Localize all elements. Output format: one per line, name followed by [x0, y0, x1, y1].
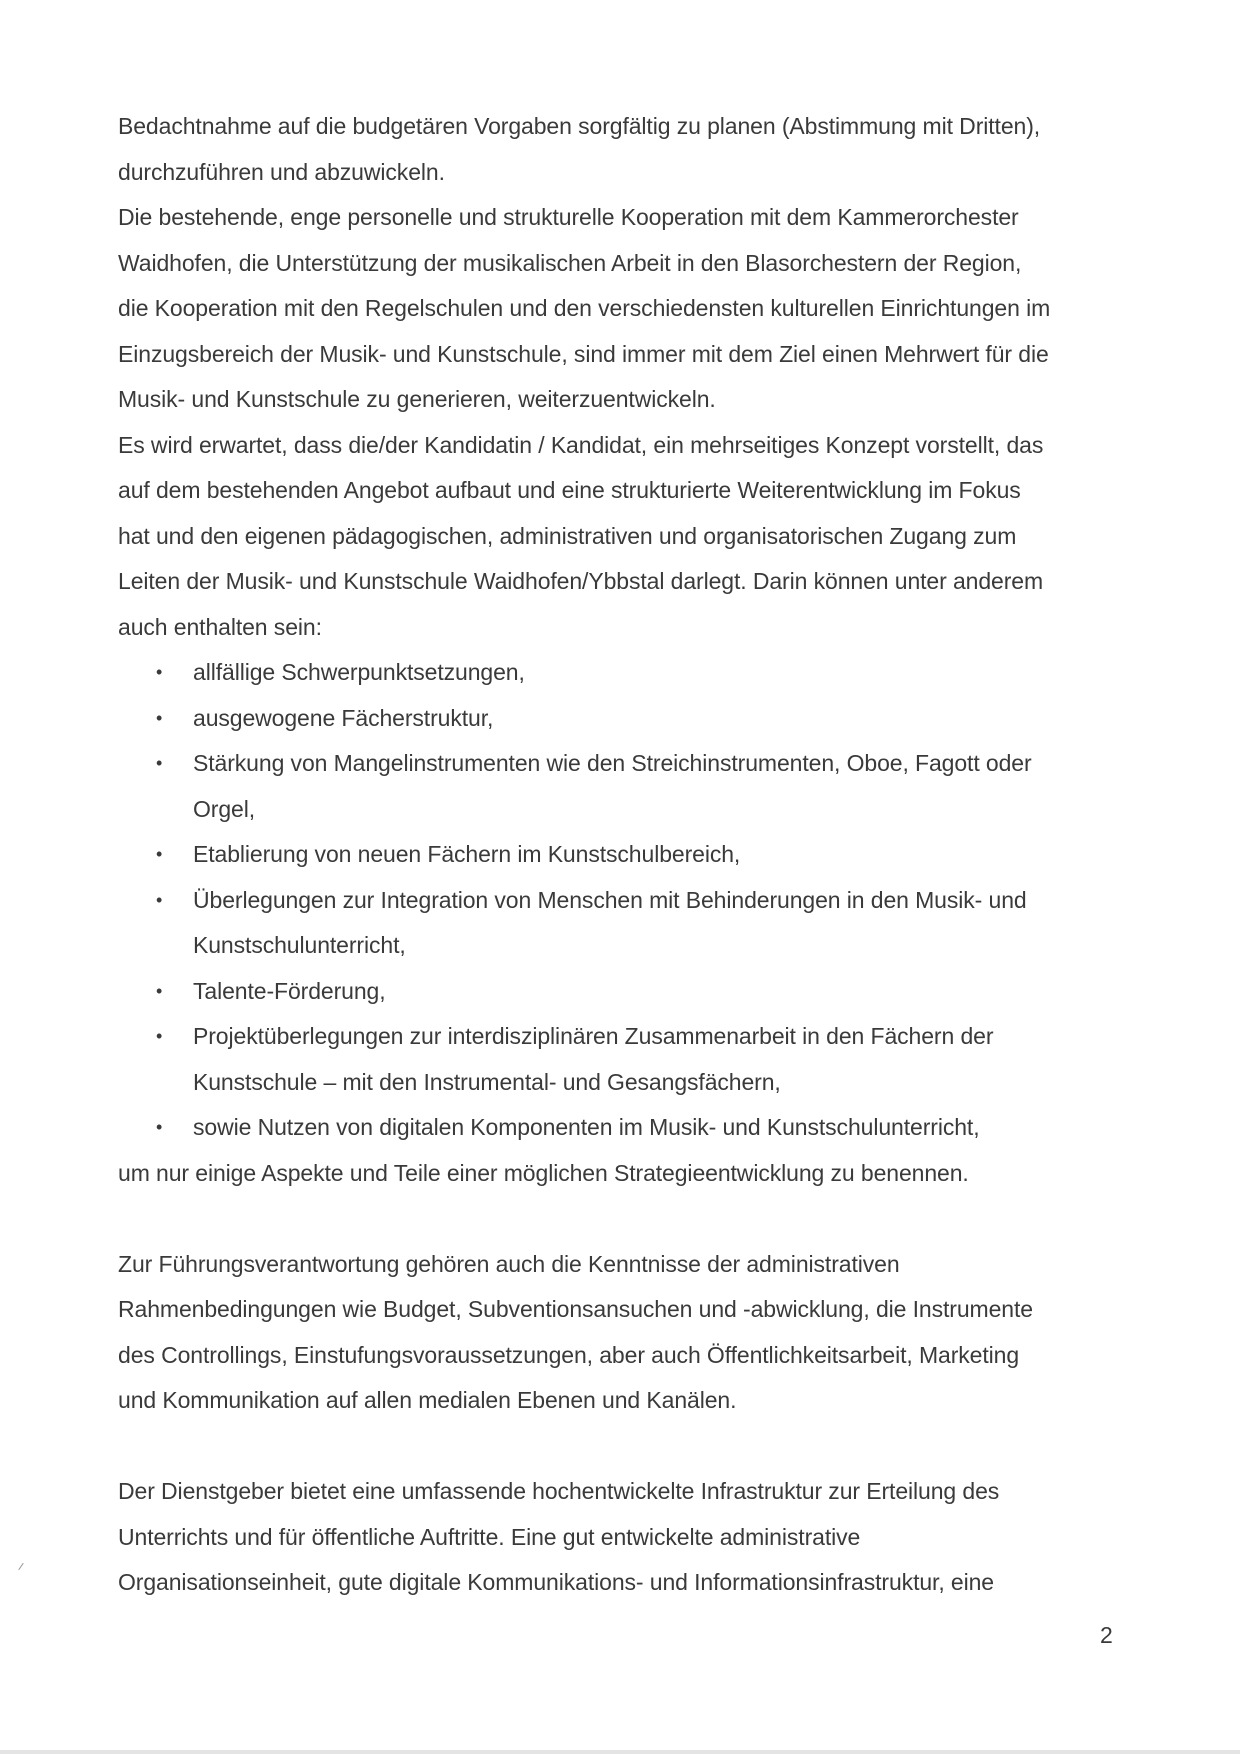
text-line: Organisationseinheit, gute digitale Kommunikations- und Informationsinfrastruktur, eine [118, 1569, 995, 1595]
text-line: Unterrichts und für öffentliche Auftritte. Eine gut entwickelte administrative [118, 1523, 861, 1550]
body-text [118, 104, 1138, 1606]
bullet-icon: • [156, 844, 163, 864]
text-line: Die bestehende, enge personelle und strukturelle Kooperation mit dem Kammerorchester [118, 204, 1019, 230]
bullet-icon: • [156, 1026, 163, 1046]
paragraph-cooperation [118, 195, 1138, 423]
text-line: Einzugsbereich der Musik- und Kunstschule, sind immer mit dem Ziel einen Mehrwert für die [118, 340, 1049, 367]
text-line: Leiten der Musik- und Kunstschule Waidhofen/Ybbstal darlegt. Darin können unter anderem [118, 568, 1044, 594]
text-line: durchzuführen und abzuwickeln. [118, 158, 445, 185]
list-item-text: Projektüberlegungen zur interdisziplinären Zusammenarbeit in den Fächern der [193, 1023, 994, 1049]
list-item [118, 1105, 1138, 1151]
list-item [118, 741, 1138, 832]
paragraph-gap [118, 1424, 1138, 1470]
list-item [118, 696, 1138, 742]
paragraph-summary [118, 1151, 1138, 1197]
text-line: auf dem bestehenden Angebot aufbaut und eine strukturierte Weiterentwicklung im Fokus [118, 477, 1021, 503]
scan-mark [18, 1563, 23, 1570]
list-item-text: Stärkung von Mangelinstrumenten wie den Streichinstrumenten, Oboe, Fagott oder [193, 750, 1032, 776]
list-item-text: ausgewogene Fächerstruktur, [193, 704, 494, 731]
text-line: Musik- und Kunstschule zu generieren, weiterzuentwickeln. [118, 386, 716, 412]
text-line: die Kooperation mit den Regelschulen und den verschiedensten kulturellen Einrichtungen im [118, 295, 1051, 321]
bullet-icon: • [156, 753, 163, 773]
list-item [118, 650, 1138, 696]
list-item-text: sowie Nutzen von digitalen Komponenten im Musik- und Kunstschulunterricht, [193, 1114, 980, 1140]
list-item-text: Kunstschule – mit den Instrumental- und Gesangsfächern, [193, 1068, 781, 1095]
text-line: Waidhofen, die Unterstützung der musikalischen Arbeit in den Blasorchestern der Region, [118, 249, 1022, 276]
bullet-icon: • [156, 707, 163, 728]
text-line: des Controllings, Einstufungsvoraussetzungen, aber auch Öffentlichkeitsarbeit, Marketing [118, 1341, 1020, 1368]
text-line: um nur einige Aspekte und Teile einer möglichen Strategieentwicklung zu benennen. [118, 1159, 969, 1186]
text-line: hat und den eigenen pädagogischen, administrativen und organisatorischen Zugang zum [118, 522, 1017, 549]
bullet-icon: • [156, 1117, 163, 1137]
text-line: Der Dienstgeber bietet eine umfassende hochentwickelte Infrastruktur zur Erteilung des [118, 1478, 1000, 1504]
page-number: 2 [1100, 1622, 1113, 1648]
text-line: Zur Führungsverantwortung gehören auch die Kenntnisse der administrativen [118, 1250, 900, 1277]
bullet-icon: • [156, 889, 163, 910]
paragraph-budget [118, 104, 1138, 195]
list-item-text: Überlegungen zur Integration von Menschen mit Behinderungen in den Musik- und [193, 886, 1027, 913]
paragraph-concept [118, 423, 1138, 651]
list-item [118, 832, 1138, 878]
list-item [118, 1014, 1138, 1105]
list-item-text: Kunstschulunterricht, [193, 932, 406, 958]
text-line: Rahmenbedingungen wie Budget, Subventionsansuchen und -abwicklung, die Instrumente [118, 1296, 1033, 1322]
list-item-text: Etablierung von neuen Fächern im Kunstschulbereich, [193, 841, 741, 867]
bullet-icon: • [156, 662, 163, 682]
bullet-icon: • [156, 980, 163, 1001]
list-item-text: Orgel, [193, 795, 256, 822]
text-line: und Kommunikation auf allen medialen Ebenen und Kanälen. [118, 1387, 737, 1413]
text-line: auch enthalten sein: [118, 613, 322, 640]
list-item [118, 878, 1138, 969]
concept-bullet-list [118, 650, 1138, 1151]
list-item [118, 969, 1138, 1015]
page-bottom-edge [0, 1750, 1240, 1754]
text-line: Bedachtnahme auf die budgetären Vorgaben sorgfältig zu planen (Abstimmung mit Dritten), [118, 113, 1041, 139]
text-line: Es wird erwartet, dass die/der Kandidatin / Kandidat, ein mehrseitiges Konzept vorstellt, das [118, 431, 1044, 458]
list-item-text: Talente-Förderung, [193, 977, 386, 1004]
list-item-text: allfällige Schwerpunktsetzungen, [193, 659, 525, 685]
paragraph-gap [118, 1196, 1138, 1242]
paragraph-leadership [118, 1242, 1138, 1424]
paragraph-employer [118, 1469, 1138, 1606]
